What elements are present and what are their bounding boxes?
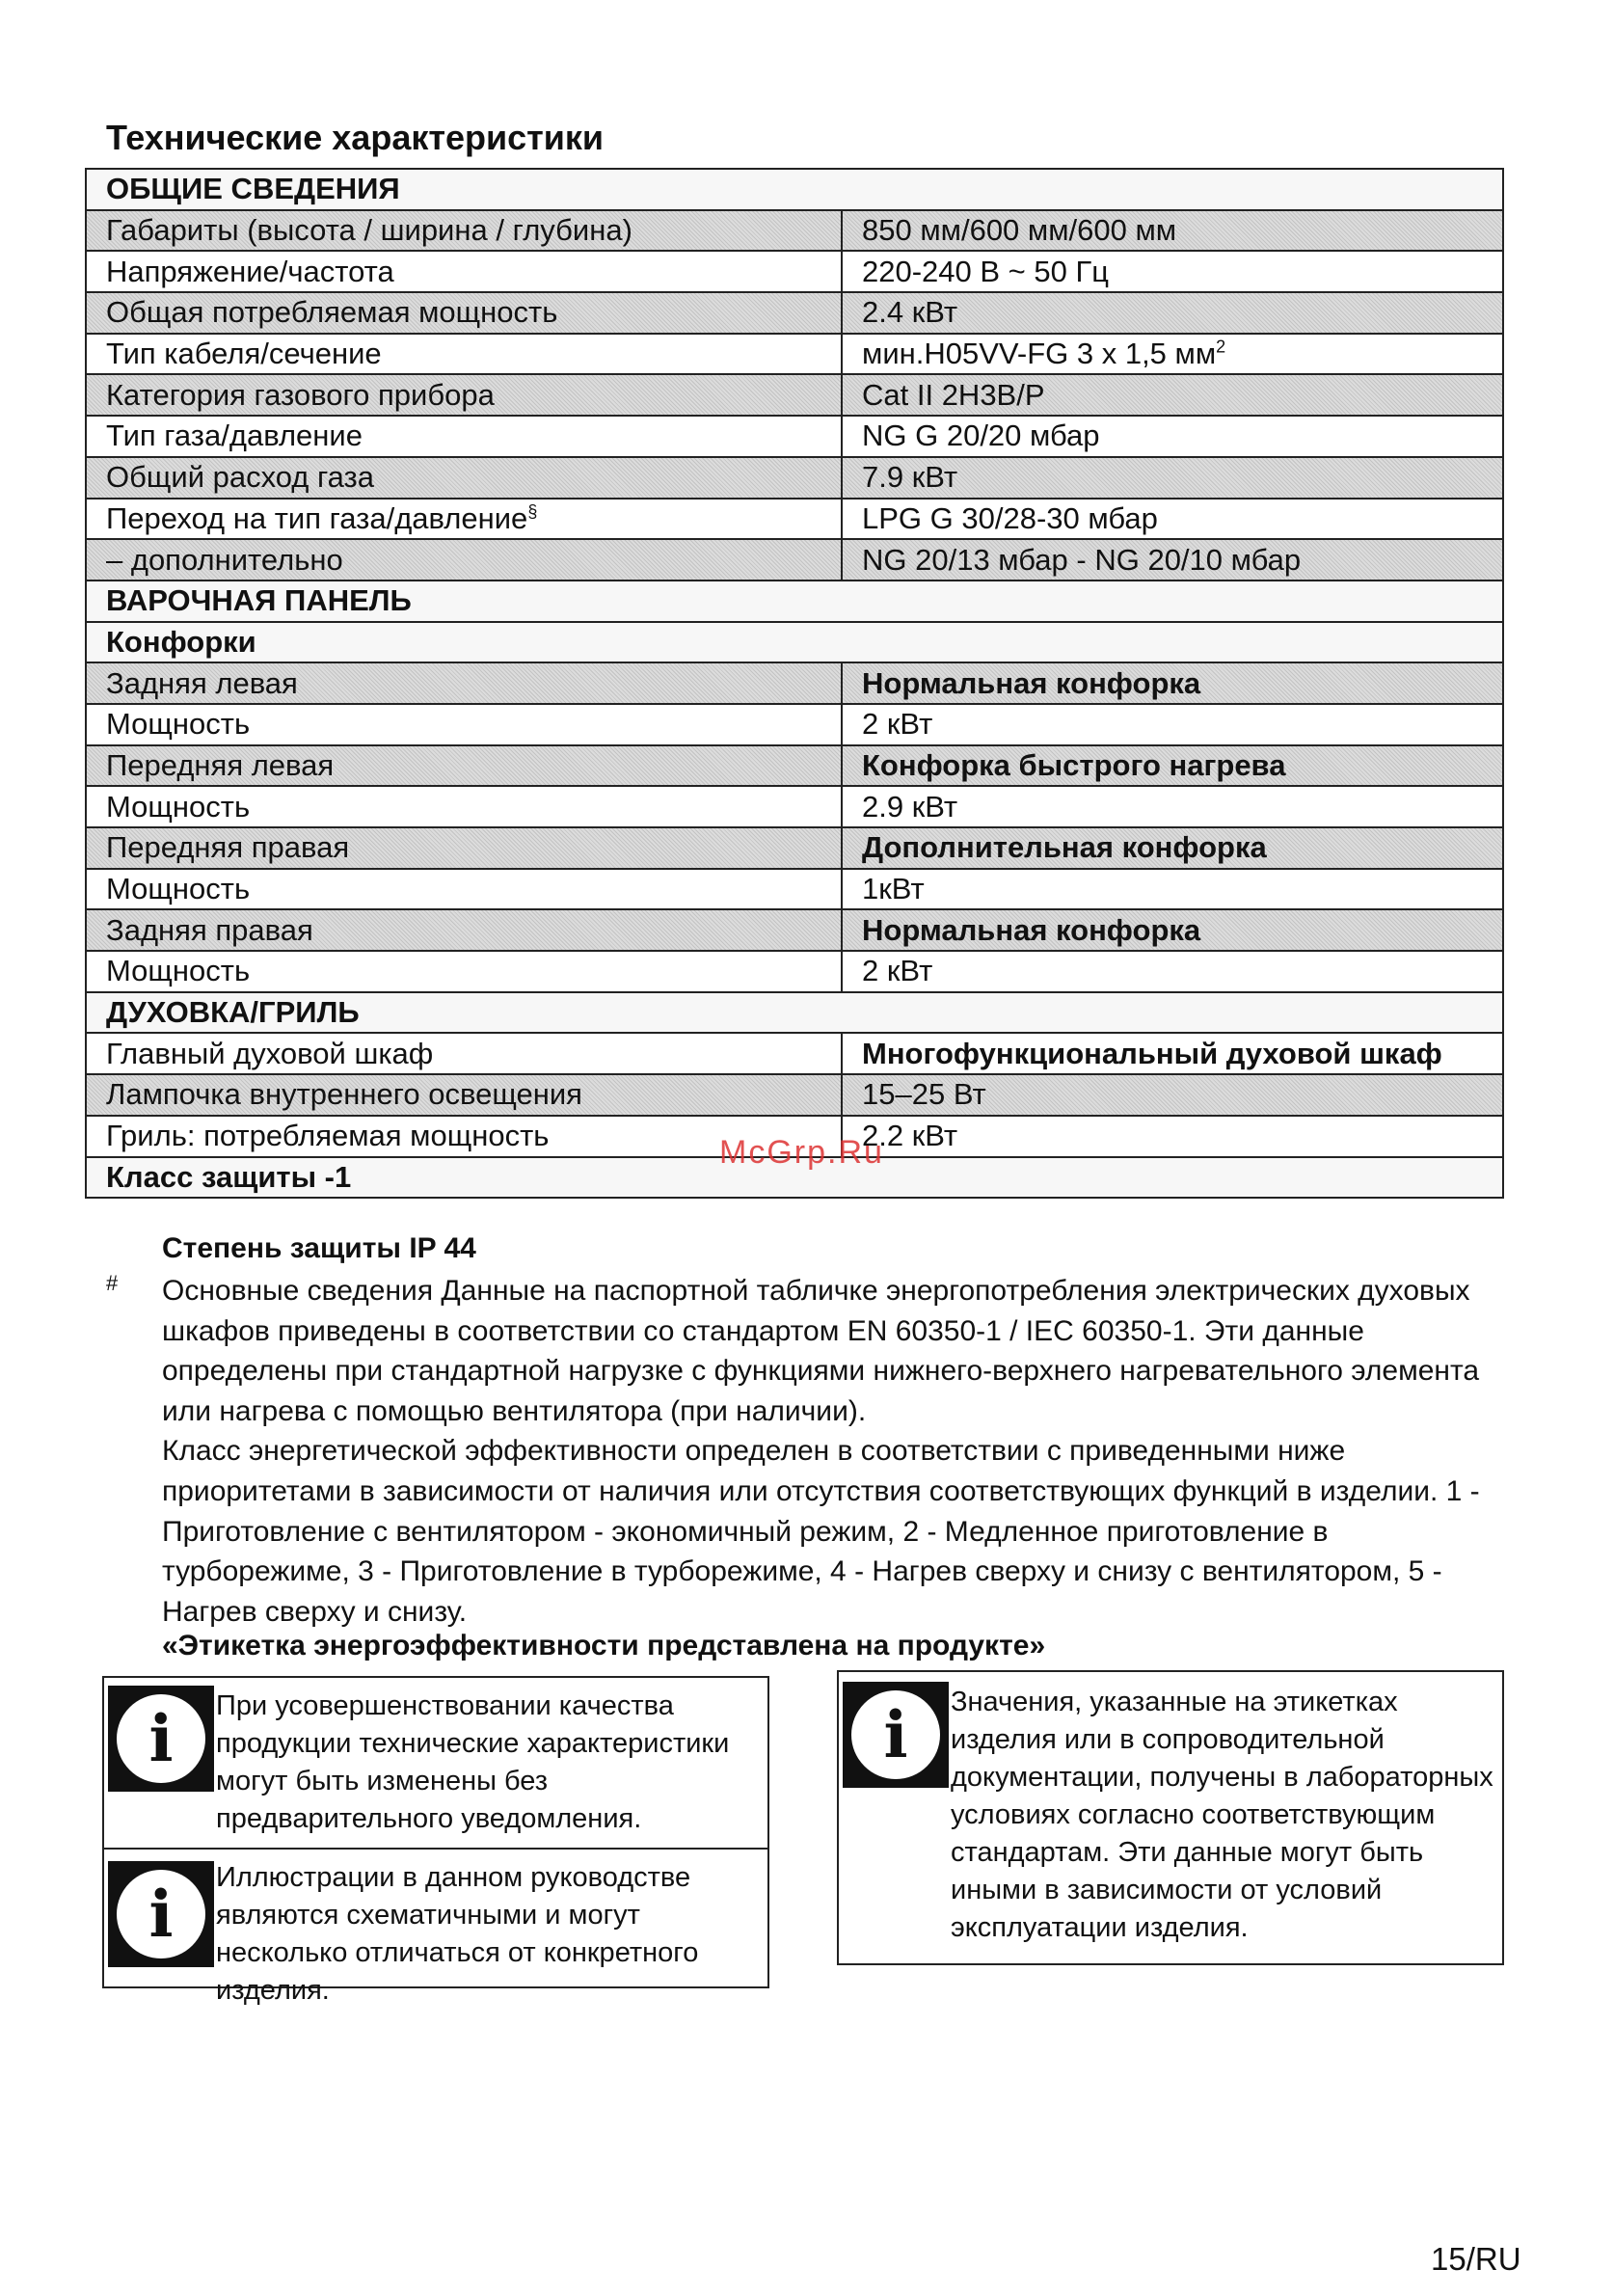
info-text: Значения, указанные на этикетках изделия или в сопроводительной документации, получены в лабораторных условиях согласно соответствующим стандартам. Эти данные могут быть иными в зависимости от условий эксплуатации изделия. xyxy=(951,1687,1493,1943)
specifications-table xyxy=(85,168,1504,1199)
row-value: Конфорка быстрого нагрева xyxy=(842,745,1503,787)
table-row xyxy=(86,704,1503,745)
table-row xyxy=(86,457,1503,499)
row-label: Общая потребляемая мощность xyxy=(86,292,842,334)
row-value: 850 мм/600 мм/600 мм xyxy=(842,210,1503,252)
page-title: Технические характеристики xyxy=(106,118,605,157)
table-row xyxy=(86,292,1503,334)
info-text: При усовершенствовании качества продукции технические характеристики могут быть изменены без предварительного уведомления. xyxy=(216,1690,730,1834)
info-box-left xyxy=(102,1676,769,2006)
row-label: Передняя левая xyxy=(86,745,842,787)
note-paragraph: Основные сведения Данные на паспортной табличке энергопотребления электрических духовых шкафов приведены в соответствии со стандартом EN 60350-1 / IEC 60350-1. Эти данные определены при стандартной нагрузке с функциями нижнего-верхнего нагревательного элемента или нагрева с помощью вентилятора (при наличии). xyxy=(162,1275,1480,1427)
section-title: Конфорки xyxy=(86,622,1503,663)
row-value: 7.9 кВт xyxy=(842,457,1503,499)
row-label: – дополнительно xyxy=(86,539,842,581)
row-value: NG G 20/20 мбар xyxy=(842,416,1503,457)
row-value: Дополнительная конфорка xyxy=(842,827,1503,869)
row-value: 2.4 кВт xyxy=(842,292,1503,334)
info-row-illustrations xyxy=(104,1850,767,2006)
row-label: Общий расход газа xyxy=(86,457,842,499)
row-value: 2 кВт xyxy=(842,704,1503,745)
row-label: Напряжение/частота xyxy=(86,251,842,292)
row-value: Нормальная конфорка xyxy=(842,909,1503,951)
info-icon: i xyxy=(108,1686,214,1792)
info-icon: i xyxy=(108,1861,214,1967)
row-value: 1кВт xyxy=(842,869,1503,910)
row-label: Задняя левая xyxy=(86,662,842,704)
row-value: 220-240 В ~ 50 Гц xyxy=(842,251,1503,292)
row-label: Мощность xyxy=(86,704,842,745)
row-label: Мощность xyxy=(86,786,842,827)
energy-label-note: «Этикетка энергоэффективности представлена на продукте» xyxy=(162,1630,1046,1661)
watermark: McGrp.Ru xyxy=(719,1134,884,1171)
row-label: Переход на тип газа/давление§ xyxy=(86,499,842,540)
ip-rating: Степень защиты IP 44 xyxy=(162,1232,476,1264)
row-label: Мощность xyxy=(86,869,842,910)
table-section-header xyxy=(86,622,1503,663)
info-row-quality xyxy=(104,1678,767,1850)
page-number: 15/RU xyxy=(1431,2241,1521,2277)
row-label: Габариты (высота / ширина / глубина) xyxy=(86,210,842,252)
info-icon: i xyxy=(843,1682,949,1788)
row-label: Тип газа/давление xyxy=(86,416,842,457)
table-row xyxy=(86,416,1503,457)
row-value: 2 кВт xyxy=(842,951,1503,992)
table-section-header xyxy=(86,992,1503,1034)
table-section-header xyxy=(86,169,1503,210)
notes xyxy=(162,1271,1493,1632)
table-row xyxy=(86,869,1503,910)
row-value: Нормальная конфорка xyxy=(842,662,1503,704)
row-value: мин.H05VV-FG 3 x 1,5 $мм^2$ xyxy=(842,334,1503,375)
row-label: Мощность xyxy=(86,951,842,992)
row-label: Передняя правая xyxy=(86,827,842,869)
table-section-header xyxy=(86,581,1503,622)
table-row xyxy=(86,1033,1503,1074)
table-row xyxy=(86,539,1503,581)
row-label: Гриль: потребляемая мощность xyxy=(86,1116,842,1157)
row-value: 15–25 Вт xyxy=(842,1074,1503,1116)
section-title: ВАРОЧНАЯ ПАНЕЛЬ xyxy=(86,581,1503,622)
footnote-mark: # xyxy=(106,1271,119,1295)
row-value: 2.2 кВт xyxy=(842,1116,1503,1157)
table-row xyxy=(86,374,1503,416)
table-row xyxy=(86,499,1503,540)
table-row xyxy=(86,1074,1503,1116)
table-row xyxy=(86,909,1503,951)
info-box-right xyxy=(837,1670,1504,1965)
table-row xyxy=(86,662,1503,704)
table-row xyxy=(86,745,1503,787)
row-label: Задняя правая xyxy=(86,909,842,951)
table-row xyxy=(86,951,1503,992)
section-title: ОБЩИЕ СВЕДЕНИЯ xyxy=(86,169,1503,210)
info-text: Иллюстрации в данном руководстве являются схематичными и могут несколько отличаться от конкретного изделия. xyxy=(216,1862,699,2006)
table-row xyxy=(86,827,1503,869)
row-value: Cat II 2H3B/P xyxy=(842,374,1503,416)
row-value: NG 20/13 мбар - NG 20/10 мбар xyxy=(842,539,1503,581)
table-row xyxy=(86,210,1503,252)
row-value: 2.9 кВт xyxy=(842,786,1503,827)
table-row xyxy=(86,786,1503,827)
table-row xyxy=(86,334,1503,375)
row-label: Лампочка внутреннего освещения xyxy=(86,1074,842,1116)
row-value: Многофункциональный духовой шкаф xyxy=(842,1033,1503,1074)
row-label: Главный духовой шкаф xyxy=(86,1033,842,1074)
table-row xyxy=(86,251,1503,292)
section-title: ДУХОВКА/ГРИЛЬ xyxy=(86,992,1503,1034)
note-paragraph: Класс энергетической эффективности определен в соответствии с приведенными ниже приоритетами в зависимости от наличия или отсутствия соответствующих функций в изделии. 1 - Приготовление с вентилятором - экономичный режим, 2 - Медленное приготовление в турборежиме, 3 - Приготовление в турборежиме, 4 - Нагрев сверху и снизу с вентилятором, 5 - Нагрев сверху и снизу. xyxy=(162,1435,1480,1628)
row-label: Категория газового прибора xyxy=(86,374,842,416)
section-title: Класс защиты -1 xyxy=(86,1157,1503,1199)
row-label: Тип кабеля/сечение xyxy=(86,334,842,375)
row-value: LPG G 30/28-30 мбар xyxy=(842,499,1503,540)
